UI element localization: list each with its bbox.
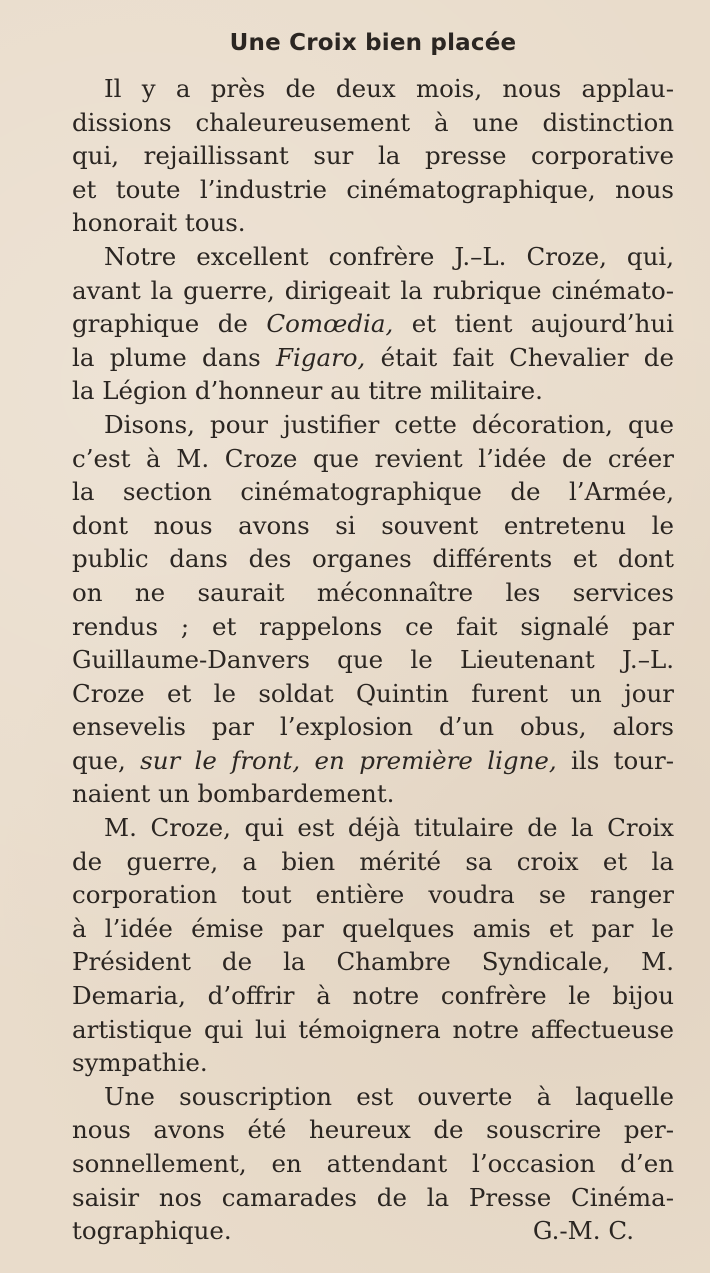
paragraph [72,1080,674,1248]
text-line: Demaria, d’offrir à notre confrère le bijou [72,981,674,1011]
text-line: Croze et le soldat Quintin furent un jour [72,678,674,708]
text-line: artistique qui lui témoignera notre affectueuse [72,1014,674,1044]
text-line: sonnellement, en attendant l’occasion d’en [72,1149,674,1178]
text-line: avant la guerre, dirigeait la rubrique cinémato- [72,275,674,305]
text-line: saisir nos camarades de la Presse Cinéma- [72,1182,674,1212]
text-line: qui, rejaillissant sur la presse corporative [72,141,674,171]
text-line: on ne saurait méconnaître les services [72,577,674,607]
text-line: nous avons été heureux de souscrire per- [72,1115,674,1145]
text-line: que, sur le front, en première ligne, ils tour- [72,745,674,775]
text-line: honorait tous. [72,208,246,238]
text-line: graphique de Comœdia, et tient aujourd’hui [72,309,674,339]
text-line: Président de la Chambre Syndicale, M. [72,947,674,977]
text-line: la Légion d’honneur au titre militaire. [72,376,543,406]
text-line: Notre excellent confrère J.–L. Croze, qui, [104,241,674,271]
text-line: dont nous avons si souvent entretenu le [72,510,674,540]
closing-line [72,1214,674,1248]
text-line: de guerre, a bien mérité sa croix et la [72,846,674,876]
text-line: corporation tout entière voudra se ranger [72,880,674,910]
text-line: la section cinématographique de l’Armée, [72,477,674,507]
text-line: à l’idée émise par quelques amis et par le [72,913,674,943]
paragraph [72,408,674,811]
paragraph [72,240,674,408]
text-line: Guillaume-Danvers que le Lieutenant J.–L. [72,645,674,675]
italic-title: sur le front, en première ligne, [140,745,557,775]
text-line: la plume dans Figaro, était fait Chevalier de [72,342,674,372]
text-line: Il y a près de deux mois, nous applau- [104,74,674,103]
italic-title: Comœdia, [266,309,394,339]
paragraph [72,811,674,1080]
text-line: c’est à M. Croze que revient l’idée de créer [72,443,674,473]
text-line: public dans des organes différents et dont [72,544,674,574]
text-line: naient un bombardement. [72,779,395,809]
text-line: ensevelis par l’explosion d’un obus, alors [72,712,674,742]
text-line: sympathie. [72,1048,208,1078]
text-line: et toute l’industrie cinématographique, nous [72,174,674,204]
text-line: dissions chaleureusement à une distinction [72,107,674,137]
text-line: rendus ; et rappelons ce fait signalé par [72,611,674,641]
paragraph [72,72,674,240]
closing-text: tographique. [72,1216,232,1246]
text-line: M. Croze, qui est déjà titulaire de la Croix [104,813,674,843]
text-line: Une souscription est ouverte à laquelle [104,1081,674,1111]
italic-title: Figaro, [275,342,366,372]
article-body [72,72,674,1248]
author-signature: G.-M. C. [532,1216,634,1246]
text-line: Disons, pour justifier cette décoration, que [104,409,674,439]
article-title: Une Croix bien placée [229,30,517,56]
